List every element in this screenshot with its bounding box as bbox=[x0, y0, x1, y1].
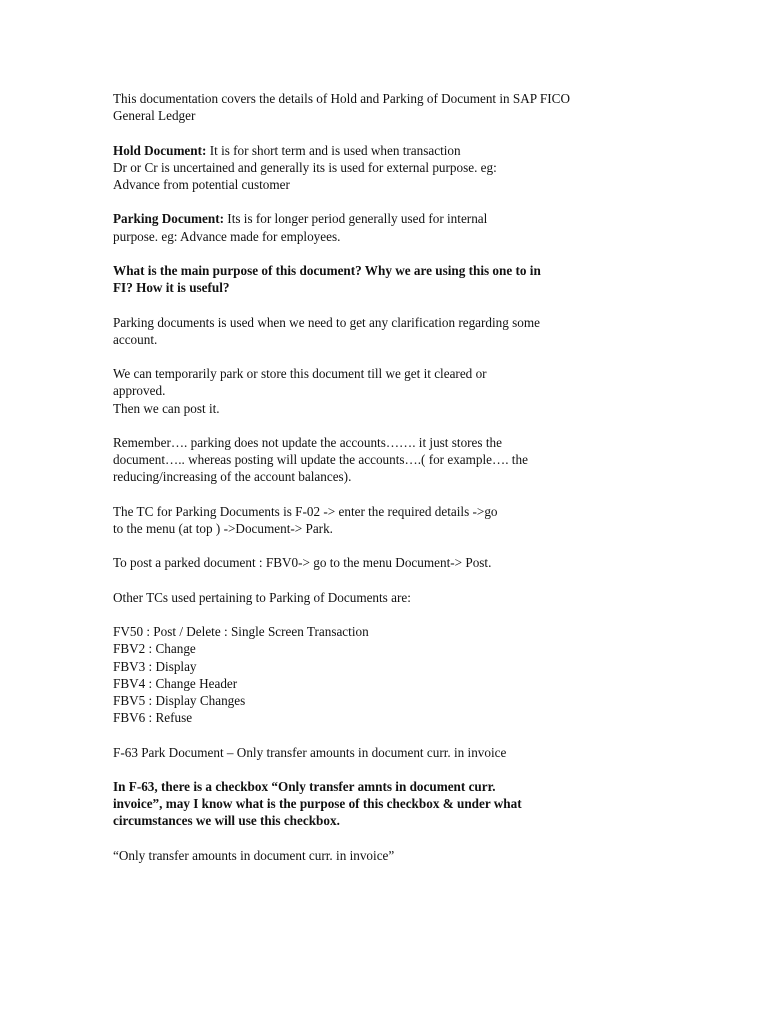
hold-document-paragraph bbox=[113, 142, 658, 194]
hold-line-2: Dr or Cr is uncertained and generally its is used for external purpose. eg: bbox=[113, 159, 497, 175]
list-item: FBV5 : Display Changes bbox=[113, 692, 246, 708]
parking-document-term: Parking Document: bbox=[113, 211, 224, 227]
f63-line: F-63 Park Document – Only transfer amounts in document curr. in invoice bbox=[113, 744, 507, 760]
list-item: FBV3 : Display bbox=[113, 658, 197, 674]
answer-2-paragraph bbox=[113, 365, 658, 417]
parking-document-paragraph bbox=[113, 210, 658, 244]
other-tcs-heading: Other TCs used pertaining to Parking of Documents are: bbox=[113, 589, 411, 605]
answer-3-paragraph bbox=[113, 434, 658, 486]
question-2-line-2: invoice”, may I know what is the purpose of this checkbox & under what bbox=[113, 796, 522, 812]
answer-3-line-2: document….. whereas posting will update the accounts….( for example…. the bbox=[113, 452, 528, 468]
list-item: FBV4 : Change Header bbox=[113, 675, 238, 691]
f63-paragraph bbox=[113, 744, 658, 761]
question-1-line-1: What is the main purpose of this document? Why we are using this one to in bbox=[113, 262, 541, 278]
list-item: FBV2 : Change bbox=[113, 641, 196, 657]
other-tcs-list bbox=[113, 623, 658, 726]
intro-line-2: General Ledger bbox=[113, 108, 196, 124]
hold-line-3: Advance from potential customer bbox=[113, 177, 290, 192]
document-page bbox=[113, 90, 658, 881]
hold-document-term: Hold Document: bbox=[113, 142, 207, 158]
intro-paragraph bbox=[113, 90, 658, 124]
parking-line-2: purpose. eg: Advance made for employees. bbox=[113, 228, 341, 244]
other-tcs-heading-paragraph bbox=[113, 589, 658, 606]
question-2-line-1: In F-63, there is a checkbox “Only transfer amnts in document curr. bbox=[113, 778, 496, 794]
quote-line: “Only transfer amounts in document curr. in invoice” bbox=[113, 847, 395, 863]
answer-1-line-1: Parking documents is used when we need to get any clarification regarding some bbox=[113, 314, 541, 330]
list-item: FV50 : Post / Delete : Single Screen Transaction bbox=[113, 624, 369, 640]
intro-line-1: This documentation covers the details of Hold and Parking of Document in SAP FICO bbox=[113, 91, 570, 106]
tc-parking-line-2: to the menu (at top ) ->Document-> Park. bbox=[113, 520, 333, 536]
question-1-line-2: FI? How it is useful? bbox=[113, 280, 230, 296]
question-1-paragraph bbox=[113, 262, 658, 296]
quote-paragraph bbox=[113, 847, 658, 864]
question-2-line-3: circumstances we will use this checkbox. bbox=[113, 813, 340, 829]
answer-3-line-3: reducing/increasing of the account balances). bbox=[113, 469, 352, 485]
tc-parking-paragraph bbox=[113, 503, 658, 537]
answer-1-line-2: account. bbox=[113, 331, 158, 347]
answer-1-paragraph bbox=[113, 314, 658, 348]
list-item: FBV6 : Refuse bbox=[113, 710, 193, 726]
answer-2-line-3: Then we can post it. bbox=[113, 400, 220, 416]
parking-line-1-text: Its is for longer period generally used for internal bbox=[224, 211, 488, 227]
parking-line-1 bbox=[113, 210, 658, 227]
tc-post-line: To post a parked document : FBV0-> go to the menu Document-> Post. bbox=[113, 555, 492, 571]
tc-parking-line-1: The TC for Parking Documents is F-02 -> enter the required details ->go bbox=[113, 503, 498, 519]
answer-2-line-1: We can temporarily park or store this document till we get it cleared or bbox=[113, 366, 487, 382]
answer-3-line-1: Remember…. parking does not update the accounts……. it just stores the bbox=[113, 434, 502, 450]
hold-line-1 bbox=[113, 142, 658, 159]
answer-2-line-2: approved. bbox=[113, 383, 166, 399]
question-2-paragraph bbox=[113, 778, 658, 830]
tc-post-paragraph bbox=[113, 554, 658, 571]
hold-line-1-text: It is for short term and is used when transaction bbox=[206, 142, 461, 158]
